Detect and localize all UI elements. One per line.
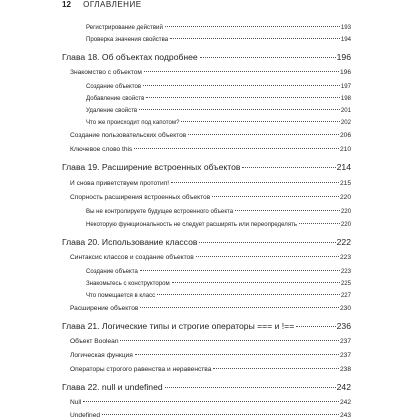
dot-leader bbox=[140, 307, 339, 308]
toc-entry-page: 223 bbox=[339, 254, 351, 261]
toc-entry[interactable] bbox=[70, 338, 351, 345]
toc-entry[interactable] bbox=[86, 83, 351, 90]
toc-entry[interactable] bbox=[86, 24, 351, 31]
toc-entry-title: Логическая функция bbox=[70, 352, 133, 359]
toc-entry[interactable] bbox=[70, 132, 351, 139]
dot-leader bbox=[165, 387, 336, 388]
toc-entry[interactable] bbox=[86, 292, 351, 299]
toc-entry-page: 201 bbox=[340, 107, 351, 114]
toc-entry[interactable] bbox=[70, 305, 351, 312]
toc-entry[interactable] bbox=[70, 254, 351, 261]
toc-entry-page: 227 bbox=[340, 292, 351, 299]
toc-entry[interactable] bbox=[70, 180, 351, 187]
toc-entry[interactable] bbox=[70, 69, 351, 76]
toc-entry-title: Вы не контролируете будущее встроенного объекта bbox=[86, 208, 234, 215]
toc-entry[interactable] bbox=[70, 146, 351, 153]
dot-leader bbox=[299, 223, 340, 224]
dot-leader bbox=[235, 210, 340, 211]
dot-leader bbox=[188, 134, 339, 135]
toc-entry-title: Null bbox=[70, 399, 82, 406]
toc-entry[interactable] bbox=[70, 194, 351, 201]
page-header bbox=[62, 0, 142, 10]
toc-entry-page: 222 bbox=[336, 237, 351, 247]
toc-entry-title: Расширение объектов bbox=[70, 305, 139, 312]
dot-leader bbox=[83, 401, 339, 402]
toc-entry-title: Глава 18. Об объектах подробнее bbox=[62, 52, 198, 62]
toc-entry[interactable] bbox=[86, 221, 351, 228]
dot-leader bbox=[143, 85, 340, 86]
toc-entry-title: Знакомство с объектом bbox=[70, 69, 142, 76]
dot-leader bbox=[134, 148, 339, 149]
dot-leader bbox=[212, 196, 339, 197]
toc-entry-title: Глава 20. Использование классов bbox=[62, 237, 198, 247]
dot-leader bbox=[102, 414, 339, 415]
toc-entry-page: 196 bbox=[339, 69, 351, 76]
toc-chapter[interactable] bbox=[62, 52, 351, 62]
dot-leader bbox=[146, 97, 340, 98]
toc-entry[interactable] bbox=[70, 366, 351, 373]
dot-leader bbox=[199, 242, 335, 243]
toc-entry-title: Некоторую функциональность не следует расширять или переопределять bbox=[86, 221, 298, 228]
toc-entry-page: 230 bbox=[339, 305, 351, 312]
toc-entry-page: 215 bbox=[339, 180, 351, 187]
page-number: 12 bbox=[62, 0, 71, 9]
toc-entry-page: 198 bbox=[340, 95, 351, 102]
dot-leader bbox=[120, 340, 339, 341]
toc-entry-page: 206 bbox=[339, 132, 351, 139]
dot-leader bbox=[140, 270, 340, 271]
toc-entry[interactable] bbox=[86, 268, 351, 275]
toc-entry[interactable] bbox=[86, 107, 351, 114]
dot-leader bbox=[296, 326, 335, 327]
toc-entry[interactable] bbox=[86, 95, 351, 102]
toc-entry-title: Знакомьтесь с конструктором bbox=[86, 280, 170, 287]
dot-leader bbox=[139, 109, 340, 110]
toc-entry-title: Глава 22. null и undefined bbox=[62, 382, 163, 392]
dot-leader bbox=[135, 354, 339, 355]
toc-entry-title: Глава 21. Логические типы и строгие операторы === и !== bbox=[62, 321, 295, 331]
toc-entry[interactable] bbox=[86, 119, 351, 126]
toc-entry[interactable] bbox=[86, 280, 351, 287]
toc-entry[interactable] bbox=[86, 208, 351, 215]
toc-entry[interactable] bbox=[70, 352, 351, 359]
toc-entry-title: Операторы строгого равенства и неравенства bbox=[70, 366, 212, 373]
toc-entry-title: Создание пользовательских объектов bbox=[70, 132, 187, 139]
toc-entry[interactable] bbox=[86, 36, 351, 43]
dot-leader bbox=[242, 167, 335, 168]
toc-entry-title: Что же происходит под капотом? bbox=[86, 119, 180, 126]
toc-entry-title: Undefined bbox=[70, 412, 101, 419]
toc-entry-page: 194 bbox=[340, 36, 351, 43]
dot-leader bbox=[172, 282, 340, 283]
toc-entry-title: Что помещается в класс bbox=[86, 292, 156, 299]
toc-entry-title: Ключевое слово this bbox=[70, 146, 133, 153]
toc-entry-page: 220 bbox=[340, 208, 351, 215]
toc-entry-page: 242 bbox=[339, 399, 351, 406]
dot-leader bbox=[200, 57, 336, 58]
dot-leader bbox=[144, 71, 339, 72]
toc-entry-title: Добавление свойств bbox=[86, 95, 145, 102]
toc-chapter[interactable] bbox=[62, 162, 351, 172]
dot-leader bbox=[213, 368, 339, 369]
toc-entry-page: 237 bbox=[339, 352, 351, 359]
toc-entry-title: И снова приветствуем прототип! bbox=[70, 180, 170, 187]
toc-entry-title: Создание объектов bbox=[86, 83, 142, 90]
toc-chapter[interactable] bbox=[62, 382, 351, 392]
toc-entry-title: Глава 19. Расширение встроенных объектов bbox=[62, 162, 241, 172]
toc-entry-page: 223 bbox=[340, 268, 351, 275]
toc-entry-page: 220 bbox=[340, 221, 351, 228]
toc-entry-page: 210 bbox=[339, 146, 351, 153]
toc-entry-page: 197 bbox=[340, 83, 351, 90]
toc-entry-page: 237 bbox=[339, 338, 351, 345]
toc-entry-title: Спорность расширения встроенных объектов bbox=[70, 194, 211, 201]
toc-entry-page: 242 bbox=[336, 382, 351, 392]
toc-entry-title: Проверка значения свойства bbox=[86, 36, 169, 43]
toc-entry-page: 202 bbox=[340, 119, 351, 126]
toc-entry-page: 243 bbox=[339, 412, 351, 419]
toc-entry-page: 214 bbox=[336, 162, 351, 172]
toc-entry[interactable] bbox=[70, 412, 351, 419]
toc-entry-page: 193 bbox=[340, 24, 351, 31]
toc-entry-page: 225 bbox=[340, 280, 351, 287]
dot-leader bbox=[157, 294, 340, 295]
dot-leader bbox=[181, 121, 339, 122]
toc-entry-title: Удаление свойств bbox=[86, 107, 138, 114]
running-title: ОГЛАВЛЕНИЕ bbox=[83, 0, 142, 9]
dot-leader bbox=[170, 38, 340, 39]
toc-entry-title: Регистрирование действий bbox=[86, 24, 163, 31]
dot-leader bbox=[165, 26, 340, 27]
toc-entry[interactable] bbox=[70, 399, 351, 406]
dot-leader bbox=[196, 256, 339, 257]
toc-entry-page: 196 bbox=[336, 52, 351, 62]
toc-entry-page: 238 bbox=[339, 366, 351, 373]
toc-entry-page: 236 bbox=[336, 321, 351, 331]
toc-entry-title: Синтаксис классов и создание объектов bbox=[70, 254, 194, 261]
toc-chapter[interactable] bbox=[62, 237, 351, 247]
toc-entry-title: Создание объекта bbox=[86, 268, 138, 275]
toc-entry-page: 220 bbox=[339, 194, 351, 201]
toc-chapter[interactable] bbox=[62, 321, 351, 331]
toc-entry-title: Объект Boolean bbox=[70, 338, 119, 345]
dot-leader bbox=[171, 182, 339, 183]
